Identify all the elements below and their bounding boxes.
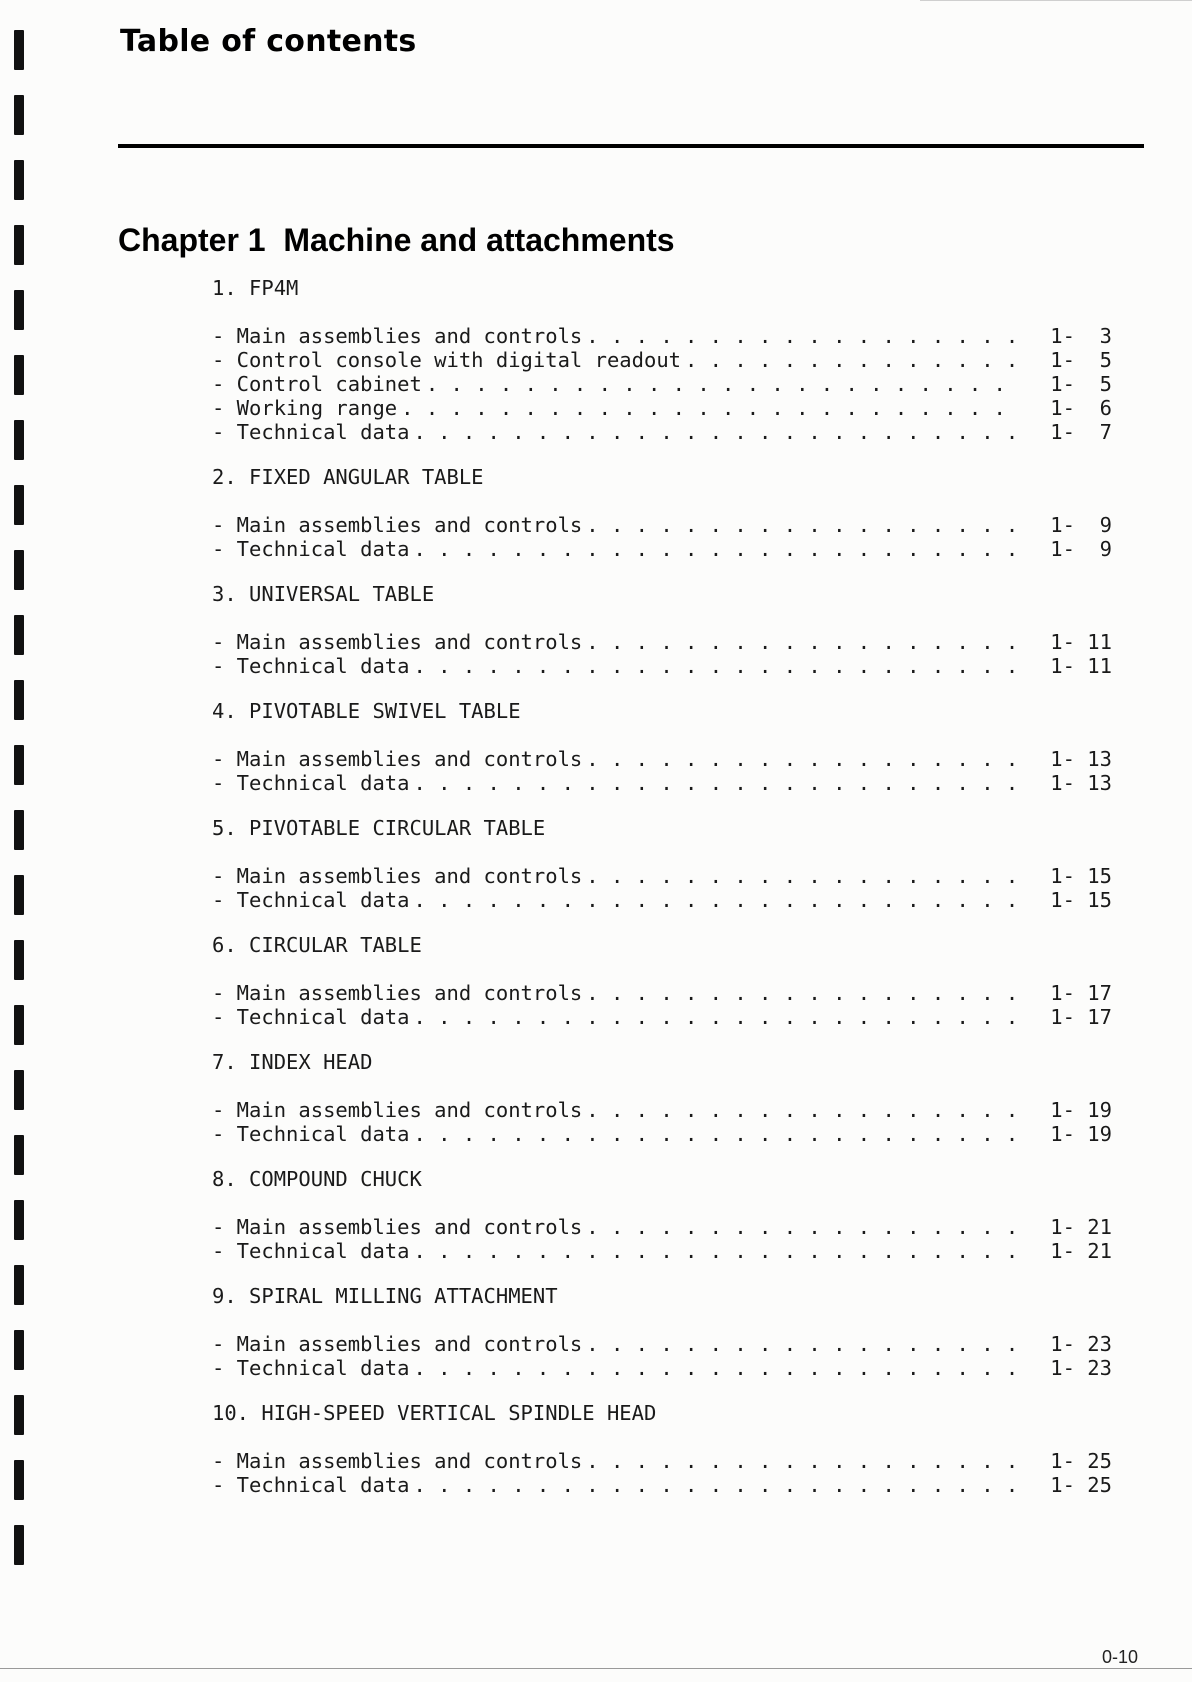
toc-entry (212, 513, 1112, 537)
dot-leader (413, 771, 1016, 795)
chapter-heading: Chapter 1 Machine and attachments (118, 222, 675, 258)
toc-section (212, 276, 1112, 444)
toc-entry-label: - Control console with digital readout (212, 348, 681, 372)
page-top-edge (920, 0, 1192, 1)
dot-leader (413, 1473, 1016, 1497)
toc-entry (212, 396, 1112, 420)
dot-leader (413, 654, 1016, 678)
toc-entry-page: 1- 15 (1050, 864, 1112, 888)
dot-leader (586, 1332, 1016, 1356)
binding-hole (14, 95, 24, 135)
toc-entry-label: - Technical data (212, 1473, 410, 1497)
dot-leader (685, 348, 1016, 372)
dot-leader (586, 1449, 1016, 1473)
binding-hole (14, 160, 24, 200)
toc-entry (212, 1239, 1112, 1263)
toc-entry (212, 1356, 1112, 1380)
toc-entry (212, 1005, 1112, 1029)
binding-hole (14, 615, 24, 655)
toc-entry-label: - Main assemblies and controls (212, 981, 583, 1005)
binding-hole (14, 1265, 24, 1305)
title-divider (118, 144, 1144, 148)
toc-entry (212, 1449, 1112, 1473)
toc-entry-label: - Technical data (212, 771, 410, 795)
toc-entry-label: - Main assemblies and controls (212, 864, 583, 888)
binding-hole (14, 420, 24, 460)
binding-hole (14, 745, 24, 785)
binding-hole (14, 225, 24, 265)
dot-leader (413, 1239, 1016, 1263)
toc-entry-label: - Main assemblies and controls (212, 630, 583, 654)
toc-section (212, 1050, 1112, 1146)
dot-leader (586, 747, 1016, 771)
toc-entry (212, 1098, 1112, 1122)
toc-section-title: 8. COMPOUND CHUCK (212, 1167, 422, 1191)
binding-hole (14, 1460, 24, 1500)
toc-entry (212, 1332, 1112, 1356)
toc-entry-page: 1- 25 (1050, 1449, 1112, 1473)
toc-entry-label: - Technical data (212, 1005, 410, 1029)
binding-hole (14, 680, 24, 720)
toc-section (212, 1401, 1112, 1497)
toc-entry-page: 1- 23 (1050, 1356, 1112, 1380)
toc-entry-page: 1- 19 (1050, 1098, 1112, 1122)
dot-leader (413, 537, 1016, 561)
toc-entry-label: - Technical data (212, 1239, 410, 1263)
toc-section-title: 10. HIGH-SPEED VERTICAL SPINDLE HEAD (212, 1401, 657, 1425)
dot-leader (586, 864, 1016, 888)
dot-leader (401, 396, 1016, 420)
dot-leader (413, 888, 1016, 912)
toc-entry (212, 888, 1112, 912)
toc-entry-page: 1- 5 (1050, 372, 1112, 396)
toc-entry-label: - Working range (212, 396, 398, 420)
toc-list (212, 276, 1112, 1518)
toc-entry-label: - Main assemblies and controls (212, 513, 583, 537)
toc-entry-label: - Control cabinet (212, 372, 422, 396)
binding-hole (14, 30, 24, 70)
dot-leader (413, 420, 1016, 444)
toc-section-title: 6. CIRCULAR TABLE (212, 933, 422, 957)
toc-entry (212, 324, 1112, 348)
page-bottom-edge (0, 1668, 1192, 1669)
binding-hole (14, 550, 24, 590)
toc-entry (212, 630, 1112, 654)
toc-entry (212, 1122, 1112, 1146)
toc-entry-label: - Technical data (212, 537, 410, 561)
toc-entry (212, 771, 1112, 795)
toc-entry-page: 1- 17 (1050, 1005, 1112, 1029)
toc-section-title: 4. PIVOTABLE SWIVEL TABLE (212, 699, 521, 723)
toc-entry-label: - Technical data (212, 888, 410, 912)
toc-entry-page: 1- 13 (1050, 771, 1112, 795)
toc-entry-page: 1- 11 (1050, 654, 1112, 678)
binding-hole (14, 1395, 24, 1435)
toc-section-title: 3. UNIVERSAL TABLE (212, 582, 435, 606)
toc-entry-label: - Main assemblies and controls (212, 324, 583, 348)
toc-section (212, 1284, 1112, 1380)
dot-leader (413, 1005, 1016, 1029)
binding-hole (14, 355, 24, 395)
toc-section-title: 7. INDEX HEAD (212, 1050, 373, 1074)
binding-hole (14, 485, 24, 525)
toc-section (212, 816, 1112, 912)
dot-leader (586, 1215, 1016, 1239)
toc-entry-page: 1- 21 (1050, 1215, 1112, 1239)
binding-hole (14, 810, 24, 850)
toc-entry-label: - Technical data (212, 1356, 410, 1380)
toc-entry (212, 420, 1112, 444)
toc-section-title: 9. SPIRAL MILLING ATTACHMENT (212, 1284, 558, 1308)
toc-entry-page: 1- 19 (1050, 1122, 1112, 1146)
toc-entry-page: 1- 11 (1050, 630, 1112, 654)
toc-entry-page: 1- 5 (1050, 348, 1112, 372)
toc-entry-page: 1- 9 (1050, 537, 1112, 561)
toc-entry-label: - Main assemblies and controls (212, 1449, 583, 1473)
binding-holes (10, 30, 30, 1650)
binding-hole (14, 290, 24, 330)
toc-entry-page: 1- 6 (1050, 396, 1112, 420)
page-number: 0-10 (1102, 1647, 1139, 1667)
binding-hole (14, 1525, 24, 1565)
toc-section-title: 2. FIXED ANGULAR TABLE (212, 465, 484, 489)
toc-entry-page: 1- 21 (1050, 1239, 1112, 1263)
toc-entry-page: 1- 13 (1050, 747, 1112, 771)
toc-entry (212, 981, 1112, 1005)
toc-entry (212, 654, 1112, 678)
toc-section-title: 1. FP4M (212, 276, 299, 300)
toc-section (212, 1167, 1112, 1263)
toc-section (212, 699, 1112, 795)
dot-leader (426, 372, 1016, 396)
dot-leader (586, 324, 1016, 348)
toc-section (212, 933, 1112, 1029)
toc-entry (212, 1473, 1112, 1497)
toc-entry (212, 372, 1112, 396)
dot-leader (586, 981, 1016, 1005)
dot-leader (586, 1098, 1016, 1122)
toc-section (212, 465, 1112, 561)
binding-hole (14, 1330, 24, 1370)
toc-section (212, 582, 1112, 678)
toc-entry-page: 1- 25 (1050, 1473, 1112, 1497)
binding-hole (14, 875, 24, 915)
toc-entry-label: - Main assemblies and controls (212, 1215, 583, 1239)
toc-entry-label: - Main assemblies and controls (212, 1098, 583, 1122)
toc-entry (212, 864, 1112, 888)
toc-entry (212, 1215, 1112, 1239)
binding-hole (14, 1135, 24, 1175)
toc-entry-label: - Technical data (212, 420, 410, 444)
page-title: Table of contents (120, 24, 417, 59)
dot-leader (413, 1356, 1016, 1380)
dot-leader (413, 1122, 1016, 1146)
toc-entry-page: 1- 7 (1050, 420, 1112, 444)
dot-leader (586, 630, 1016, 654)
toc-entry-label: - Main assemblies and controls (212, 747, 583, 771)
toc-entry (212, 348, 1112, 372)
toc-section-title: 5. PIVOTABLE CIRCULAR TABLE (212, 816, 546, 840)
binding-hole (14, 1200, 24, 1240)
binding-hole (14, 940, 24, 980)
toc-entry-label: - Technical data (212, 654, 410, 678)
toc-entry-label: - Main assemblies and controls (212, 1332, 583, 1356)
toc-entry-page: 1- 17 (1050, 981, 1112, 1005)
dot-leader (586, 513, 1016, 537)
toc-entry-page: 1- 3 (1050, 324, 1112, 348)
toc-entry-page: 1- 15 (1050, 888, 1112, 912)
toc-entry (212, 537, 1112, 561)
toc-entry-page: 1- 23 (1050, 1332, 1112, 1356)
toc-entry (212, 747, 1112, 771)
toc-entry-label: - Technical data (212, 1122, 410, 1146)
toc-entry-page: 1- 9 (1050, 513, 1112, 537)
binding-hole (14, 1005, 24, 1045)
binding-hole (14, 1070, 24, 1110)
